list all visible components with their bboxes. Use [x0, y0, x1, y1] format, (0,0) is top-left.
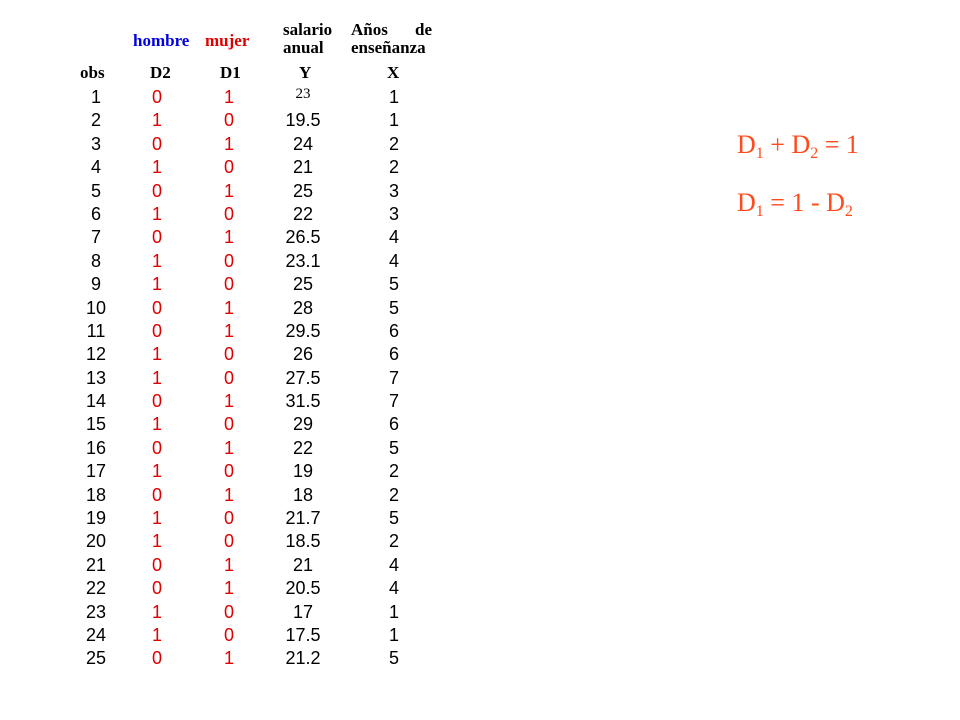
cell-x: 2 [388, 531, 399, 552]
table-row [82, 647, 427, 670]
cell-x: 1 [388, 87, 399, 107]
cell-y: 23 [295, 86, 311, 102]
cell-d2: 1 [151, 274, 162, 295]
cell-y: 20.5 [285, 578, 321, 599]
cell-x: 1 [388, 601, 399, 622]
cell-obs: 14 [85, 391, 107, 412]
cell-d2: 0 [151, 180, 162, 201]
cell-obs: 11 [86, 320, 106, 341]
cell-obs: 1 [90, 87, 101, 107]
table-row [82, 133, 427, 156]
cell-obs: 20 [85, 531, 107, 552]
header-d2: D2 [150, 63, 171, 82]
cell-obs: 5 [90, 180, 101, 201]
cell-x: 6 [388, 414, 399, 435]
cell-x: 4 [388, 554, 399, 575]
table-row [82, 273, 427, 296]
cell-d1: 0 [223, 274, 234, 295]
cell-d2: 1 [151, 203, 162, 224]
cell-d2: 0 [151, 578, 162, 599]
cell-d1: 0 [223, 461, 234, 482]
cell-y: 26 [292, 344, 314, 365]
header-anos: Años [351, 20, 388, 39]
equation-d1: $D_1 = 1 - D_2$ [737, 188, 853, 220]
cell-d2: 0 [151, 227, 162, 248]
cell-y: 17.5 [285, 624, 321, 645]
data-table [82, 86, 427, 671]
cell-d1: 1 [223, 227, 234, 248]
cell-d2: 1 [151, 110, 162, 131]
table-row [82, 343, 427, 366]
cell-d1: 0 [223, 157, 234, 178]
cell-x: 7 [388, 391, 399, 412]
cell-d1: 0 [223, 624, 234, 645]
table-row [82, 601, 427, 624]
table-row [82, 180, 427, 203]
cell-x: 1 [388, 624, 399, 645]
table-row [82, 437, 427, 460]
cell-d2: 0 [151, 554, 162, 575]
cell-d2: 1 [151, 461, 162, 482]
cell-y: 22 [292, 437, 314, 458]
cell-obs: 19 [85, 508, 107, 529]
cell-obs: 12 [85, 344, 107, 365]
cell-obs: 18 [85, 484, 107, 505]
table-row [82, 109, 427, 132]
cell-y: 17 [292, 601, 314, 622]
cell-d1: 1 [223, 391, 234, 412]
cell-obs: 13 [85, 367, 107, 388]
header-hombre: hombre [133, 31, 190, 50]
cell-y: 24 [292, 133, 314, 154]
cell-d1: 1 [223, 297, 234, 318]
cell-d1: 1 [223, 648, 234, 669]
cell-x: 3 [388, 180, 399, 201]
cell-x: 3 [388, 203, 399, 224]
cell-x: 5 [388, 297, 399, 318]
cell-d2: 1 [151, 367, 162, 388]
cell-x: 6 [388, 344, 399, 365]
table-row [82, 250, 427, 273]
cell-d1: 1 [223, 578, 234, 599]
cell-x: 2 [388, 461, 399, 482]
table-row [82, 226, 427, 249]
cell-y: 26.5 [285, 227, 321, 248]
cell-d2: 0 [151, 437, 162, 458]
cell-d1: 0 [223, 250, 234, 271]
table-row [82, 460, 427, 483]
cell-d1: 1 [223, 484, 234, 505]
cell-y: 23.1 [285, 250, 321, 271]
cell-y: 19 [292, 461, 314, 482]
header-salario: salario [283, 20, 333, 39]
table-row [82, 367, 427, 390]
table-row [82, 530, 427, 553]
cell-y: 27.5 [285, 367, 321, 388]
cell-d1: 0 [223, 110, 234, 131]
cell-obs: 22 [85, 578, 107, 599]
cell-d1: 0 [223, 367, 234, 388]
cell-obs: 21 [85, 554, 107, 575]
cell-d1: 0 [223, 508, 234, 529]
cell-x: 2 [388, 133, 399, 154]
table-row [82, 413, 427, 436]
cell-y: 25 [292, 274, 314, 295]
cell-obs: 9 [90, 274, 101, 295]
cell-x: 5 [388, 437, 399, 458]
table-row [82, 624, 427, 647]
cell-d2: 1 [151, 531, 162, 552]
cell-obs: 24 [85, 624, 107, 645]
cell-x: 1 [388, 110, 399, 131]
table-row [82, 297, 427, 320]
header-ensenanza: enseñanza [351, 38, 426, 57]
cell-d2: 1 [151, 508, 162, 529]
table-row [82, 577, 427, 600]
cell-obs: 25 [85, 648, 107, 669]
cell-d2: 0 [151, 297, 162, 318]
cell-y: 18.5 [285, 531, 321, 552]
cell-y: 19.5 [285, 110, 321, 131]
header-obs: obs [80, 63, 105, 82]
cell-x: 2 [388, 484, 399, 505]
cell-y: 31.5 [285, 391, 321, 412]
cell-y: 28 [292, 297, 314, 318]
cell-obs: 4 [90, 157, 101, 178]
cell-d1: 0 [223, 531, 234, 552]
cell-x: 7 [388, 367, 399, 388]
cell-obs: 6 [90, 203, 101, 224]
table-row [82, 507, 427, 530]
cell-d2: 1 [151, 250, 162, 271]
cell-obs: 2 [90, 110, 101, 131]
header-mujer: mujer [205, 31, 250, 50]
cell-y: 21.2 [285, 648, 321, 669]
cell-obs: 16 [85, 437, 107, 458]
cell-obs: 8 [90, 250, 101, 271]
header-d1: D1 [220, 63, 241, 82]
cell-y: 25 [292, 180, 314, 201]
cell-d2: 0 [151, 87, 162, 107]
cell-d1: 1 [223, 437, 234, 458]
table-row [82, 156, 427, 179]
cell-d2: 1 [151, 157, 162, 178]
cell-obs: 23 [85, 601, 107, 622]
cell-x: 6 [388, 320, 399, 341]
cell-x: 5 [388, 508, 399, 529]
table-row [82, 320, 427, 343]
cell-d1: 0 [223, 414, 234, 435]
cell-y: 21 [292, 157, 314, 178]
cell-d2: 0 [151, 320, 162, 341]
cell-x: 4 [388, 578, 399, 599]
cell-d2: 0 [151, 648, 162, 669]
cell-d1: 0 [223, 203, 234, 224]
cell-d2: 1 [151, 414, 162, 435]
table-row [82, 86, 427, 109]
header-de: de [415, 20, 432, 39]
cell-d2: 0 [151, 391, 162, 412]
header-y: Y [299, 63, 312, 82]
cell-y: 21.7 [285, 508, 321, 529]
cell-d1: 1 [223, 180, 234, 201]
cell-x: 5 [388, 274, 399, 295]
cell-y: 22 [292, 203, 314, 224]
cell-x: 5 [388, 648, 399, 669]
cell-d1: 0 [223, 344, 234, 365]
cell-x: 4 [388, 227, 399, 248]
cell-y: 29 [292, 414, 314, 435]
cell-obs: 10 [85, 297, 107, 318]
cell-y: 18 [292, 484, 314, 505]
cell-d2: 1 [151, 344, 162, 365]
cell-d1: 1 [223, 87, 234, 107]
table-row [82, 390, 427, 413]
header-x: X [387, 63, 400, 82]
table-row [82, 203, 427, 226]
table-row [82, 554, 427, 577]
cell-x: 4 [388, 250, 399, 271]
cell-d2: 1 [151, 624, 162, 645]
cell-d2: 0 [151, 484, 162, 505]
cell-x: 2 [388, 157, 399, 178]
cell-obs: 17 [85, 461, 107, 482]
cell-d1: 1 [223, 554, 234, 575]
table-row [82, 484, 427, 507]
cell-obs: 7 [90, 227, 101, 248]
cell-d1: 1 [223, 320, 234, 341]
cell-d1: 0 [223, 601, 234, 622]
cell-y: 21 [292, 554, 314, 575]
header-anual: anual [283, 38, 324, 57]
cell-d2: 1 [151, 601, 162, 622]
cell-obs: 15 [85, 414, 107, 435]
cell-d2: 0 [151, 133, 162, 154]
cell-d1: 1 [223, 133, 234, 154]
equation-sum: $D_1 + D_2 = 1$ [737, 130, 859, 162]
cell-y: 29.5 [285, 320, 321, 341]
cell-obs: 3 [90, 133, 101, 154]
